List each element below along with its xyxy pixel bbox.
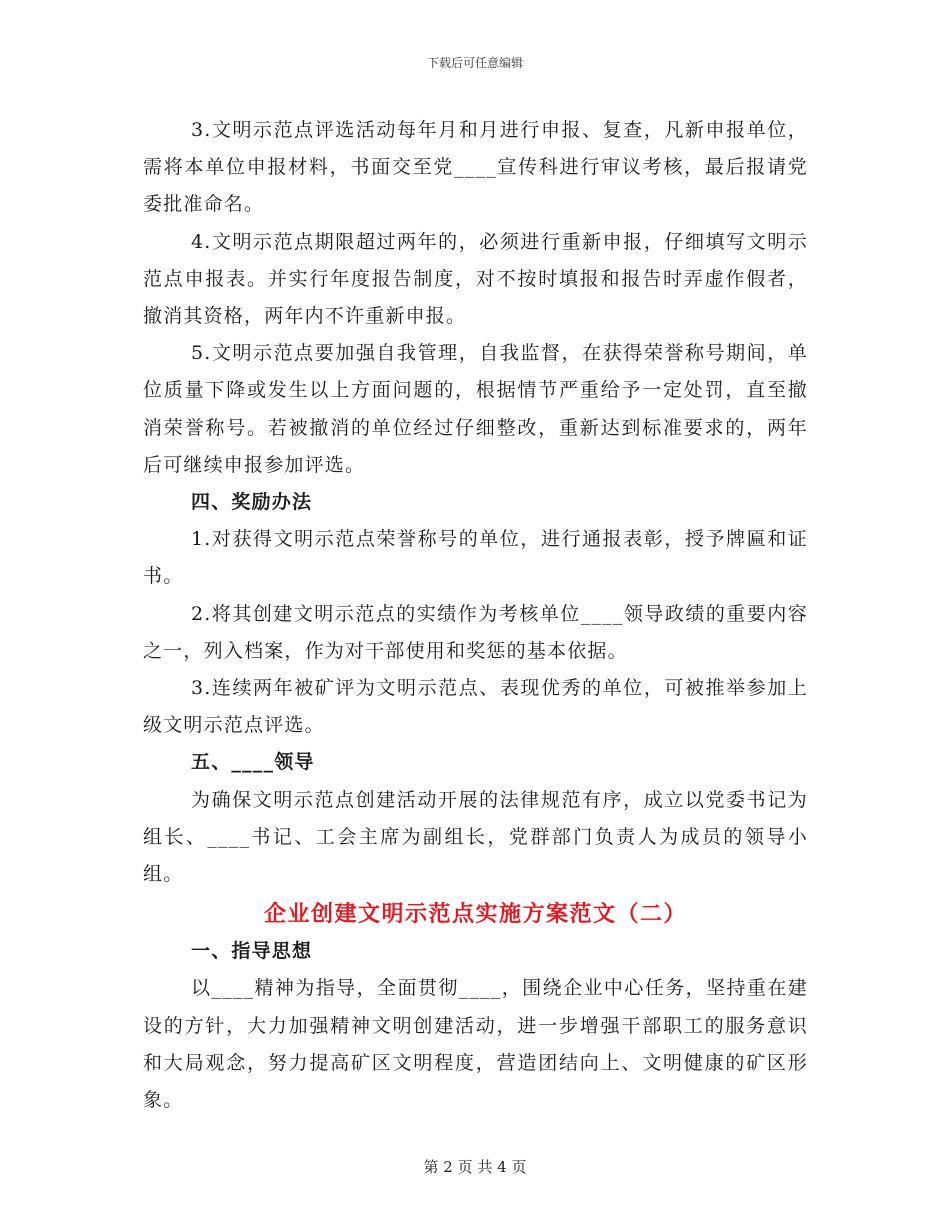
section-heading-leadership: 五、____领导 <box>191 751 315 774</box>
section-heading-rewards: 四、奖励办法 <box>191 491 313 514</box>
paragraph-guiding-ideology: 以____精神为指导，全面贯彻____，围绕企业中心任务，坚持重在建设的方针，大力加强精神文明创建活动，进一步增强干部职工的服务意识和大局观念，努力提高矿区文明程度，营造团结向上、文明健康的矿区形象。 <box>143 977 808 1112</box>
document-title-part-two: 企业创建文明示范点实施方案范文（二） <box>263 901 687 928</box>
document-body <box>143 112 808 1119</box>
paragraph-reward-1: 1.对获得文明示范点荣誉称号的单位，进行通报表彰，授予牌匾和证书。 <box>143 528 808 588</box>
paragraph-reward-3: 3.连续两年被矿评为文明示范点、表现优秀的单位，可被推举参加上级文明示范点评选。 <box>143 677 808 737</box>
paragraph-reapplication: 4.文明示范点期限超过两年的，必须进行重新申报，仔细填写文明示范点申报表。并实行年度报告制度，对不按时填报和报告时弄虚作假者，撤消其资格，两年内不许重新申报。 <box>143 230 808 328</box>
paragraph-application-schedule: 3.文明示范点评选活动每年月和月进行申报、复查，凡新申报单位，需将本单位申报材料，书面交至党____宣传科进行审议考核，最后报请党委批准命名。 <box>143 119 808 216</box>
page-footer: 第 2 页 共 4 页 <box>423 1158 527 1176</box>
paragraph-reward-2: 2.将其创建文明示范点的实绩作为考核单位____领导政绩的重要内容之一，列入档案，作为对干部使用和奖惩的基本依据。 <box>143 602 808 662</box>
paragraph-self-management: 5.文明示范点要加强自我管理，自我监督，在获得荣誉称号期间，单位质量下降或发生以上方面问题的，根据情节严重给予一定处罚，直至撤消荣誉称号。若被撤消的单位经过仔细整改，重新达到标准要求的，两年后可继续申报参加评选。 <box>143 342 808 476</box>
paragraph-leadership-group: 为确保文明示范点创建活动开展的法律规范有序，成立以党委书记为组长、____书记、工会主席为副组长，党群部门负责人为成员的领导小组。 <box>143 788 808 886</box>
section-heading-guiding-ideology: 一、指导思想 <box>191 940 313 963</box>
page-header: 下载后可任意编辑 <box>426 56 523 70</box>
